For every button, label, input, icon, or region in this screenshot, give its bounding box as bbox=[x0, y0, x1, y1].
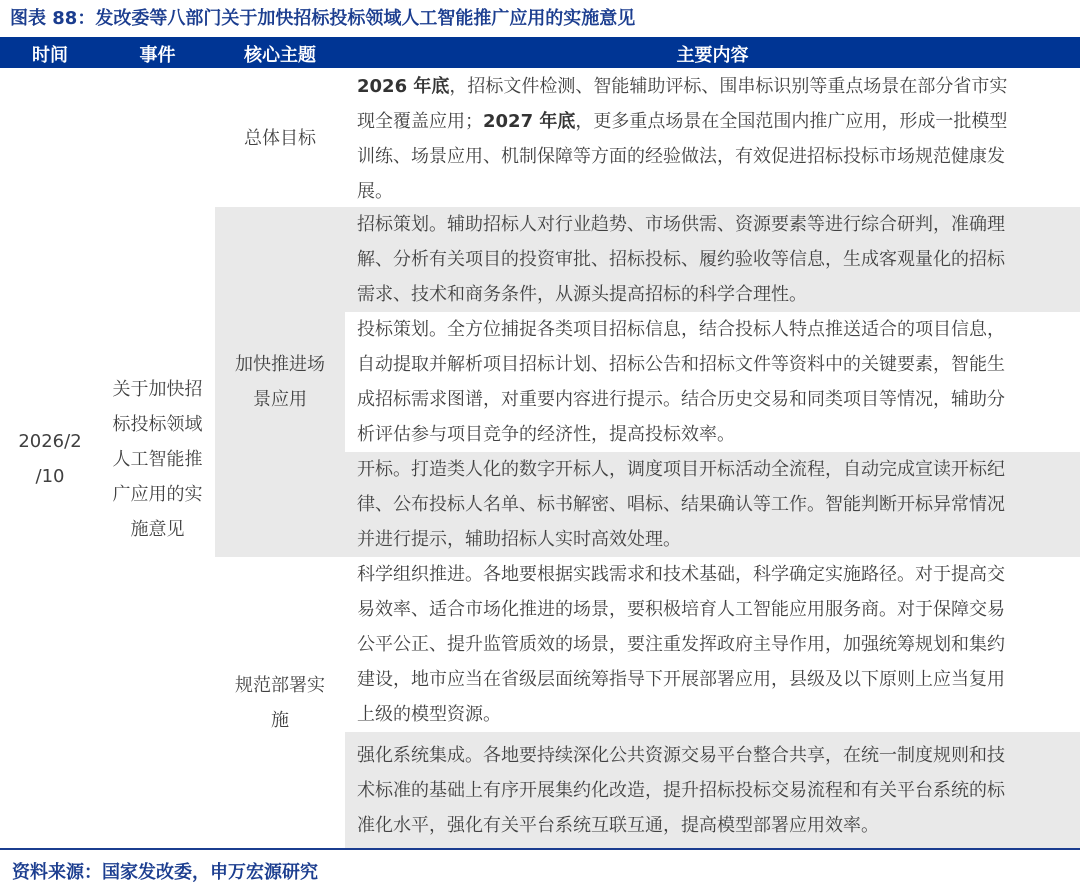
bold-date: 2026 年底 bbox=[357, 75, 450, 97]
event-line: 标投标领域 bbox=[112, 413, 203, 435]
topic-line: 加快推进场 bbox=[235, 354, 325, 375]
content-text: 现全覆盖应用； bbox=[357, 110, 483, 132]
content-line: 易效率、适合市场化推进的场景，要积极培育人工智能应用服务商。对于保障交易 bbox=[357, 599, 1005, 620]
topic-line: 规范部署实 bbox=[235, 674, 325, 696]
event-line: 广应用的实 bbox=[112, 483, 203, 505]
content-system-integration bbox=[345, 732, 1080, 848]
content-line: 科学组织推进。各地要根据实践需求和技术基础，科学确定实施路径。对于提高交 bbox=[357, 564, 1005, 585]
content-line: 成招标需求图谱，对重要内容进行提示。结合历史交易和同类项目等情况，辅助分 bbox=[357, 389, 1005, 410]
content-line: 招标策划。辅助招标人对行业趋势、市场供需、资源要素等进行综合研判，准确理 bbox=[357, 214, 1005, 235]
topic-line: 施 bbox=[271, 709, 289, 731]
topic-scenario-application bbox=[215, 207, 345, 557]
time-cell bbox=[0, 70, 100, 848]
content-line: 解、分析有关项目的投资审批、招标投标、履约验收等信息，生成客观量化的招标 bbox=[357, 249, 1005, 270]
content-bid-opening bbox=[345, 452, 1080, 557]
header-topic: 核心主题 bbox=[244, 45, 316, 66]
content-line: 自动提取并解析项目招标计划、招标公告和招标文件等资料中的关键要素，智能生 bbox=[357, 354, 1005, 375]
header-time: 时间 bbox=[32, 45, 68, 66]
content-line: 准化水平，强化有关平台系统互联互通，提高模型部署应用效率。 bbox=[357, 814, 879, 836]
table-header bbox=[0, 37, 1080, 68]
content-line: 并进行提示，辅助招标人实时高效处理。 bbox=[357, 529, 681, 550]
event-line: 施意见 bbox=[130, 518, 185, 540]
time-line: /10 bbox=[35, 466, 65, 487]
content-overall-goal bbox=[345, 70, 1080, 207]
content-line: 开标。打造类人化的数字开标人，调度项目开标活动全流程，自动完成宣读开标纪 bbox=[357, 459, 1005, 480]
source-note: 资料来源：国家发改委，申万宏源研究 bbox=[12, 862, 318, 883]
header-event: 事件 bbox=[139, 45, 176, 66]
content-line: 训练、场景应用、机制保障等方面的经验做法，有效促进招标投标市场规范健康发 bbox=[357, 145, 1005, 167]
event-cell bbox=[100, 70, 215, 848]
figure-title: 图表 88：发改委等八部门关于加快招标投标领域人工智能推广应用的实施意见 bbox=[10, 8, 636, 29]
content-text: ，更多重点场景在全国范围内推广应用，形成一批模型 bbox=[575, 110, 1008, 132]
content-line: 建设，地市应当在省级层面统筹指导下开展部署应用，县级及以下原则上应当复用 bbox=[357, 669, 1005, 690]
topic-line: 景应用 bbox=[253, 389, 307, 410]
content-line: 律、公布投标人名单、标书解密、唱标、结果确认等工作。智能判断开标异常情况 bbox=[357, 494, 1005, 515]
content-organize-promotion bbox=[345, 557, 1080, 732]
event-line: 人工智能推 bbox=[112, 448, 203, 470]
event-line: 关于加快招 bbox=[112, 378, 203, 400]
content-line: 公平公正、提升监管质效的场景，要注重发挥政府主导作用，加强统筹规划和集约 bbox=[357, 634, 1005, 655]
content-line: 投标策划。全方位捕捉各类项目招标信息，结合投标人特点推送适合的项目信息， bbox=[357, 319, 1005, 340]
topic-overall-goal bbox=[215, 70, 345, 207]
topic-deployment bbox=[215, 557, 345, 848]
content-line: 析评估参与项目竞争的经济性，提高投标效率。 bbox=[357, 424, 735, 445]
header-content: 主要内容 bbox=[676, 45, 749, 66]
content-line: 术标准的基础上有序开展集约化改造，提升招标投标交易流程和有关平台系统的标 bbox=[357, 779, 1005, 801]
content-line: 强化系统集成。各地要持续深化公共资源交易平台整合共享，在统一制度规则和技 bbox=[357, 744, 1005, 766]
content-tender-planning bbox=[345, 207, 1080, 312]
time-line: 2026/2 bbox=[18, 431, 82, 452]
content-bid-planning bbox=[345, 312, 1080, 452]
table-bottom-rule bbox=[0, 848, 1080, 850]
content-text: ，招标文件检测、智能辅助评标、围串标识别等重点场景在部分省市实 bbox=[449, 75, 1008, 97]
content-line: 需求、技术和商务条件，从源头提高招标的科学合理性。 bbox=[357, 284, 807, 305]
content-line: 展。 bbox=[357, 180, 393, 202]
bold-date: 2027 年底 bbox=[483, 110, 576, 132]
topic-line: 总体目标 bbox=[244, 128, 316, 149]
content-line: 上级的模型资源。 bbox=[357, 704, 501, 725]
